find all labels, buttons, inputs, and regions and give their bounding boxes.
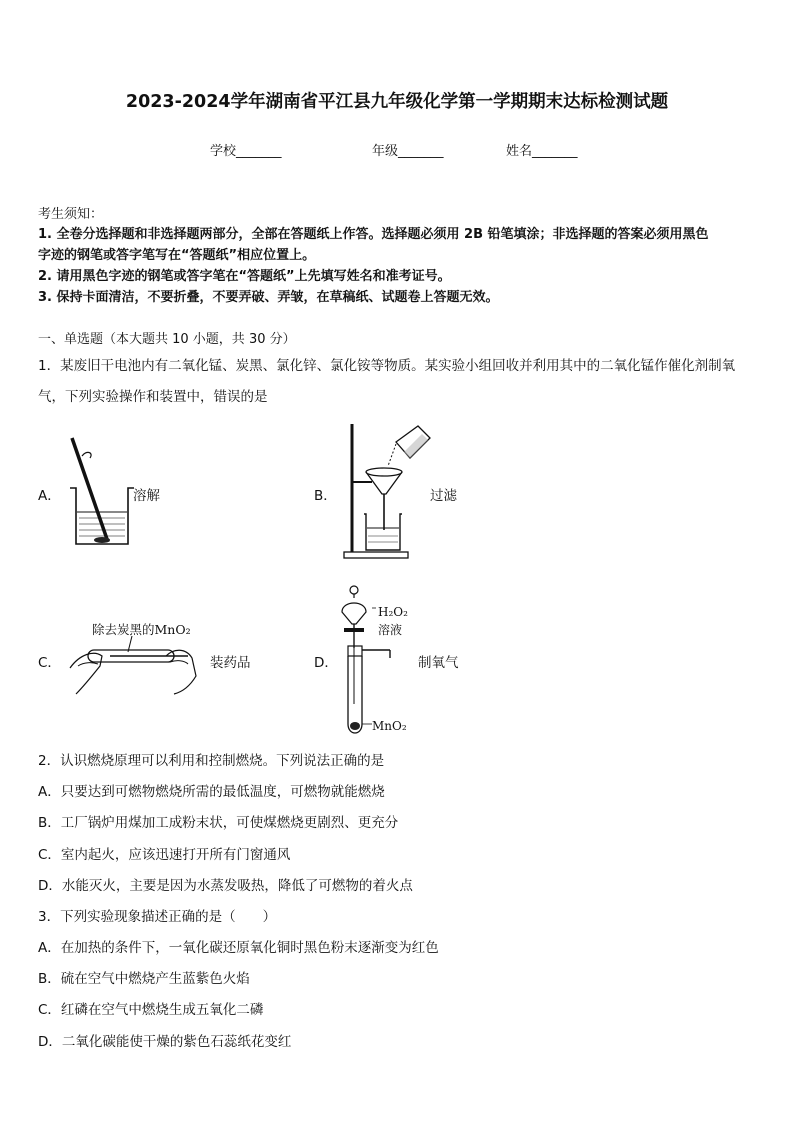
q2-option-b: B．工厂锅炉用煤加工成粉末状，可使煤燃烧更剧烈、更充分 <box>38 815 399 831</box>
notice-item-2: 2. 请用黑色字迹的钢笔或答字笔在“答题纸”上先填写姓名和准考证号。 <box>38 269 451 284</box>
q3-option-c: C．红磷在空气中燃烧生成五氧化二磷 <box>38 1002 264 1018</box>
q2-stem: 2．认识燃烧原理可以利用和控制燃烧。下列说法正确的是 <box>38 753 385 769</box>
q2-option-a: A．只要达到可燃物燃烧所需的最低温度，可燃物就能燃烧 <box>38 784 385 800</box>
q1-option-a-label: 溶解 <box>133 488 160 504</box>
name-field: 姓名_______ <box>506 144 578 159</box>
oxygen-generation-figure <box>332 584 422 740</box>
q3-stem: 3．下列实验现象描述正确的是（ ） <box>38 909 277 925</box>
h2o2-label: H₂O₂ <box>378 605 408 619</box>
q2-option-c: C．室内起火，应该迅速打开所有门窗通风 <box>38 847 291 863</box>
filtration-apparatus-figure <box>338 420 438 560</box>
notice-item-3: 3. 保持卡面清洁，不要折叠，不要弄破、弄皱，在草稿纸、试题卷上答题无效。 <box>38 290 499 305</box>
loading-reagent-figure <box>70 636 200 696</box>
q3-option-b: B．硫在空气中燃烧产生蓝紫色火焰 <box>38 971 250 987</box>
notice-heading: 考生须知： <box>38 207 104 222</box>
q1-option-d-label: 制氧气 <box>418 655 459 671</box>
notice-item-1: 1. 全卷分选择题和非选择题两部分，全部在答题纸上作答。选择题必须用 2B 铅笔填涂；非选择题的答案必须用黑色 <box>38 227 709 242</box>
mno2-label: MnO₂ <box>372 719 407 733</box>
q1-option-a-letter: A． <box>38 488 61 504</box>
notice-item-1-cont: 字迹的钢笔或答字笔写在“答题纸”相应位置上。 <box>38 248 316 263</box>
q2-option-d: D．水能灭火，主要是因为水蒸发吸热，降低了可燃物的着火点 <box>38 878 413 894</box>
q1-stem-line1: 1．某废旧干电池内有二氧化锰、炭黑、氯化锌、氯化铵等物质。某实验小组回收并利用其中的二氧化锰作催化剂制氧 <box>38 358 736 374</box>
q3-option-d: D．二氧化碳能使干燥的紫色石蕊纸花变红 <box>38 1034 292 1050</box>
q1-option-c-letter: C． <box>38 655 61 671</box>
dissolving-beaker-figure <box>62 432 142 550</box>
section-heading: 一、单选题（本大题共 10 小题，共 30 分） <box>38 332 296 347</box>
q1-option-c-label: 装药品 <box>210 655 251 671</box>
school-field: 学校_______ <box>210 144 282 159</box>
q1-stem-line2: 气，下列实验操作和装置中，错误的是 <box>38 389 268 405</box>
q1-option-c-figure-text: 除去炭黑的MnO₂ <box>92 622 191 637</box>
q1-option-b-label: 过滤 <box>430 488 457 504</box>
grade-field: 年级_______ <box>372 144 444 159</box>
q1-option-b-letter: B． <box>314 488 337 504</box>
page-title: 2023-2024学年湖南省平江县九年级化学第一学期期末达标检测试题 <box>125 92 669 112</box>
solution-label: 溶液 <box>378 623 403 637</box>
q3-option-a: A．在加热的条件下，一氧化碳还原氧化铜时黑色粉末逐渐变为红色 <box>38 940 439 956</box>
q1-option-d-letter: D． <box>314 655 338 671</box>
